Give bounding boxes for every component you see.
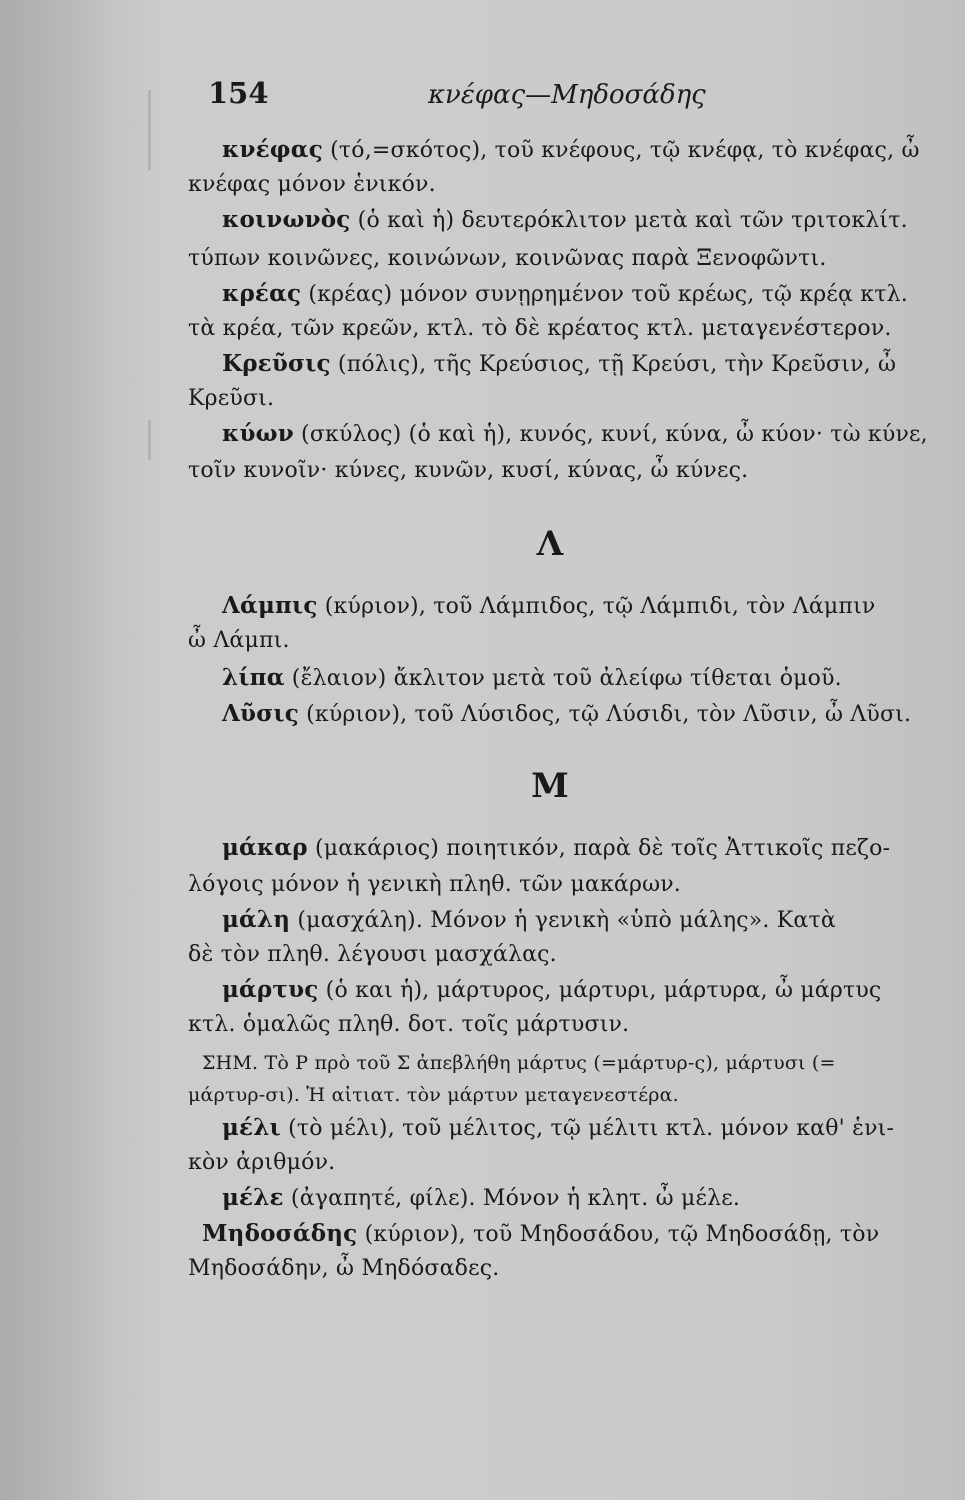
text-line — [222, 136, 920, 163]
headword: κύων — [222, 420, 294, 447]
headword: Λάμπις — [222, 592, 318, 619]
text-line — [222, 206, 908, 233]
text-line — [222, 664, 842, 691]
text-line — [188, 384, 274, 411]
line-text: (μακάριος) ποιητικόν, παρὰ δὲ τοῖς Ἀττικοῖς πεζο- — [307, 836, 891, 861]
text-line — [222, 350, 896, 377]
line-text: τύπων κοινῶνες, κοινώνων, κοινῶνας παρὰ Ξενοφῶντι. — [188, 246, 827, 271]
headword: μέλε — [222, 1184, 284, 1211]
line-text: τὰ κρέα, τῶν κρεῶν, κτλ. τὸ δὲ κρέατος κτλ. μεταγενέστερον. — [188, 316, 892, 341]
headword: κρέας — [222, 280, 302, 307]
line-text: (σκύλος) (ὁ καὶ ἡ), κυνός, κυνί, κύνα, ὦ κύον· τὼ κύνε, — [293, 422, 928, 447]
headword: λίπα — [222, 664, 285, 691]
line-text: Κρεῦσι. — [188, 386, 275, 411]
text-line — [222, 834, 890, 861]
line-text: (πόλις), τῆς Κρεύσιος, τῇ Κρεύσι, τὴν Κρεῦσιν, ὦ — [330, 352, 897, 377]
line-text: κὸν ἀριθμόν. — [188, 1150, 336, 1175]
headword: Κρεῦσις — [222, 350, 331, 377]
line-text: (ὁ και ἡ), μάρτυρος, μάρτυρι, μάρτυρα, ὦ μάρτυς — [318, 978, 882, 1003]
page-spine-shadow — [0, 0, 175, 1500]
line-text: (ἀγαπητέ, φίλε). Μόνον ἡ κλητ. ὦ μέλε. — [283, 1186, 741, 1211]
line-text: κτλ. ὁμαλῶς πληθ. δοτ. τοῖς μάρτυσιν. — [188, 1012, 630, 1037]
line-text: μάρτυρ-σι). Ἡ αἰτιατ. τὸν μάρτυν μεταγενεστέρα. — [188, 1084, 679, 1106]
text-line — [188, 870, 681, 897]
line-text: (τό,=σκότος), τοῦ κνέφους, τῷ κνέφᾳ, τὸ κνέφας, ὦ — [322, 138, 920, 163]
note-line — [202, 1048, 836, 1075]
headword: κνέφας — [222, 136, 323, 163]
line-text: (κύριον), τοῦ Λύσιδος, τῷ Λύσιδι, τὸν Λῦσιν, ὦ Λῦσι. — [298, 702, 912, 727]
line-text: ΣΗΜ. Τὸ Ρ πρὸ τοῦ Σ ἀπεβλήθη μάρτυς (=μάρτυρ-ς), μάρτυσι (= — [202, 1052, 836, 1074]
headword: μάκαρ — [222, 834, 308, 861]
text-line — [188, 170, 436, 197]
page-number: 154 — [208, 76, 269, 110]
text-line — [188, 1010, 629, 1037]
headword: Μηδοσάδης — [202, 1220, 358, 1247]
line-text: (κύριον), τοῦ Μηδοσάδου, τῷ Μηδοσάδῃ, τὸν — [357, 1222, 880, 1247]
edge-speck — [148, 90, 151, 170]
headword: κοινωνὸς — [222, 206, 351, 233]
headword: μάλη — [222, 906, 291, 933]
headword: μέλι — [222, 1114, 281, 1141]
headword: Λῦσις — [222, 700, 299, 727]
edge-speck — [148, 420, 151, 460]
text-line — [188, 1254, 499, 1281]
line-text: (κύριον), τοῦ Λάμπιδος, τῷ Λάμπιδι, τὸν Λάμπιν — [317, 594, 876, 619]
headword: μάρτυς — [222, 976, 319, 1003]
line-text: λόγοις μόνον ἡ γενικὴ πληθ. τῶν μακάρων. — [188, 872, 681, 897]
text-line — [188, 456, 748, 483]
section-letter-lambda: Λ — [536, 524, 564, 564]
line-text: τοῖν κυνοῖν· κύνες, κυνῶν, κυσί, κύνας, ὦ κύνες. — [188, 458, 749, 483]
text-line — [202, 1220, 879, 1247]
text-line — [222, 280, 908, 307]
running-head: κνέφας—Μηδοσάδης — [428, 80, 706, 110]
text-line — [222, 700, 911, 727]
line-text: κνέφας μόνον ἑνικόν. — [188, 172, 436, 197]
text-line — [188, 314, 892, 341]
text-line — [188, 626, 290, 653]
line-text: ὦ Λάμπι. — [188, 628, 290, 653]
text-line — [222, 420, 928, 447]
text-line — [188, 244, 827, 271]
line-text: δὲ τὸν πληθ. λέγουσι μασχάλας. — [188, 942, 557, 967]
text-line — [222, 1184, 740, 1211]
line-text: (ὁ καὶ ἡ) δευτερόκλιτον μετὰ καὶ τῶν τριτοκλίτ. — [350, 208, 908, 233]
line-text: (ἔλαιον) ἄκλιτον μετὰ τοῦ ἀλείφω τίθεται ὁμοῦ. — [284, 666, 842, 691]
text-line — [188, 940, 557, 967]
text-line — [222, 906, 836, 933]
line-text: (τὸ μέλι), τοῦ μέλιτος, τῷ μέλιτι κτλ. μόνον καθ' ἑνι- — [280, 1116, 895, 1141]
line-text: Μηδοσάδην, ὦ Μηδόσαδες. — [188, 1256, 500, 1281]
line-text: (κρέας) μόνον συνῃρημένον τοῦ κρέως, τῷ κρέᾳ κτλ. — [301, 282, 908, 307]
section-letter-mu: Μ — [531, 766, 569, 806]
text-line — [188, 1148, 335, 1175]
line-text: (μασχάλη). Μόνον ἡ γενικὴ «ὑπὸ μάλης». Κατὰ — [290, 908, 836, 933]
note-line — [188, 1080, 679, 1107]
text-line — [222, 1114, 894, 1141]
text-line — [222, 592, 876, 619]
text-line — [222, 976, 881, 1003]
page-header — [200, 76, 920, 116]
